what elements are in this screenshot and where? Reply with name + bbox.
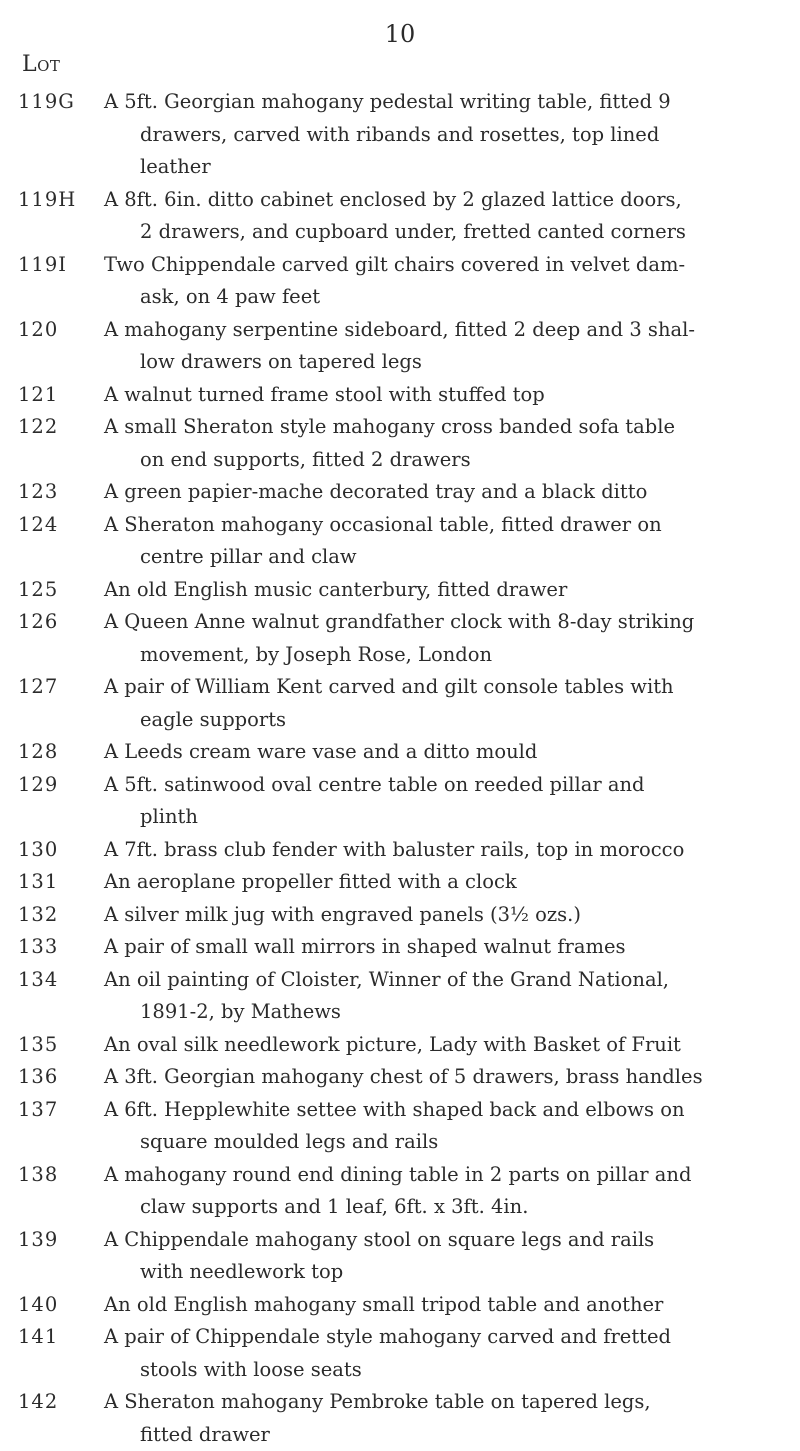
lot-description bbox=[104, 1224, 786, 1289]
lot-description bbox=[104, 379, 786, 412]
lot-description bbox=[104, 574, 786, 607]
lot-description bbox=[104, 249, 786, 314]
lot-number: 142 bbox=[18, 1386, 104, 1451]
lot-description-line: An oval silk needlework picture, Lady with Basket of Fruit bbox=[104, 1029, 786, 1062]
lot-entry bbox=[18, 736, 786, 769]
lot-entry bbox=[18, 574, 786, 607]
lot-number: 139 bbox=[18, 1224, 104, 1289]
lot-description bbox=[104, 476, 786, 509]
lot-number: 123 bbox=[18, 476, 104, 509]
lot-entry bbox=[18, 1159, 786, 1224]
lot-entry bbox=[18, 1321, 786, 1386]
lot-number: 124 bbox=[18, 509, 104, 574]
lot-description-line: leather bbox=[104, 151, 786, 184]
lot-entry bbox=[18, 86, 786, 184]
lot-description-line: A 8ft. 6in. ditto cabinet enclosed by 2 glazed lattice doors, bbox=[104, 184, 786, 217]
lot-description-line: An oil painting of Cloister, Winner of the Grand National, bbox=[104, 964, 786, 997]
lot-description-line: A 5ft. Georgian mahogany pedestal writing table, fitted 9 bbox=[104, 86, 786, 119]
lot-entry bbox=[18, 769, 786, 834]
lot-description-line: An old English mahogany small tripod table and another bbox=[104, 1289, 786, 1322]
lot-number: 126 bbox=[18, 606, 104, 671]
lot-description bbox=[104, 1094, 786, 1159]
lot-description-line: ask, on 4 paw feet bbox=[104, 281, 786, 314]
lot-description-line: centre pillar and claw bbox=[104, 541, 786, 574]
lot-entry bbox=[18, 1224, 786, 1289]
lot-description-line: A mahogany serpentine sideboard, fitted 2 deep and 3 shal- bbox=[104, 314, 786, 347]
lot-description-line: A Sheraton mahogany occasional table, fitted drawer on bbox=[104, 509, 786, 542]
lot-description bbox=[104, 964, 786, 1029]
lot-entry bbox=[18, 184, 786, 249]
lot-description bbox=[104, 931, 786, 964]
lot-description-line: A small Sheraton style mahogany cross banded sofa table bbox=[104, 411, 786, 444]
lot-description-line: A 5ft. satinwood oval centre table on reeded pillar and bbox=[104, 769, 786, 802]
lot-description-line: square moulded legs and rails bbox=[104, 1126, 786, 1159]
lot-description-line: A 3ft. Georgian mahogany chest of 5 drawers, brass handles bbox=[104, 1061, 786, 1094]
lot-description bbox=[104, 1289, 786, 1322]
lot-description bbox=[104, 1029, 786, 1062]
lot-number: 130 bbox=[18, 834, 104, 867]
lot-number: 127 bbox=[18, 671, 104, 736]
lot-number: 135 bbox=[18, 1029, 104, 1062]
lot-number: 136 bbox=[18, 1061, 104, 1094]
lot-description-line: fitted drawer bbox=[104, 1419, 786, 1451]
lot-number: 131 bbox=[18, 866, 104, 899]
lot-entry bbox=[18, 606, 786, 671]
lot-description-line: A mahogany round end dining table in 2 parts on pillar and bbox=[104, 1159, 786, 1192]
lot-entry bbox=[18, 1029, 786, 1062]
lot-description-line: A walnut turned frame stool with stuffed top bbox=[104, 379, 786, 412]
lot-number: 133 bbox=[18, 931, 104, 964]
lot-description bbox=[104, 899, 786, 932]
lot-number: 122 bbox=[18, 411, 104, 476]
lot-description-line: A Queen Anne walnut grandfather clock with 8-day striking bbox=[104, 606, 786, 639]
lot-description-line: low drawers on tapered legs bbox=[104, 346, 786, 379]
lot-number: 120 bbox=[18, 314, 104, 379]
lot-description-line: claw supports and 1 leaf, 6ft. x 3ft. 4in. bbox=[104, 1191, 786, 1224]
lot-entry bbox=[18, 1061, 786, 1094]
lot-entry bbox=[18, 899, 786, 932]
lot-description bbox=[104, 1321, 786, 1386]
lot-number: 128 bbox=[18, 736, 104, 769]
lot-entry bbox=[18, 476, 786, 509]
lot-description bbox=[104, 184, 786, 249]
lot-description-line: A Chippendale mahogany stool on square legs and rails bbox=[104, 1224, 786, 1257]
lot-description-line: drawers, carved with ribands and rosettes, top lined bbox=[104, 119, 786, 152]
lot-description bbox=[104, 671, 786, 736]
lot-number: 132 bbox=[18, 899, 104, 932]
lot-entry bbox=[18, 671, 786, 736]
lot-description-line: on end supports, fitted 2 drawers bbox=[104, 444, 786, 477]
lot-description-line: 1891-2, by Mathews bbox=[104, 996, 786, 1029]
lot-description-line: A 6ft. Hepplewhite settee with shaped back and elbows on bbox=[104, 1094, 786, 1127]
lot-description bbox=[104, 411, 786, 476]
lot-entry bbox=[18, 314, 786, 379]
lot-list bbox=[18, 86, 786, 1451]
lot-entry bbox=[18, 1094, 786, 1159]
lot-number: 141 bbox=[18, 1321, 104, 1386]
lot-description-line: A 7ft. brass club fender with baluster rails, top in morocco bbox=[104, 834, 786, 867]
lot-description bbox=[104, 509, 786, 574]
lot-description-line: eagle supports bbox=[104, 704, 786, 737]
lot-number: 138 bbox=[18, 1159, 104, 1224]
lot-description bbox=[104, 1061, 786, 1094]
lot-column-header: Lot bbox=[22, 52, 60, 77]
lot-entry bbox=[18, 1289, 786, 1322]
lot-description-line: plinth bbox=[104, 801, 786, 834]
lot-description bbox=[104, 866, 786, 899]
lot-entry bbox=[18, 411, 786, 476]
lot-entry bbox=[18, 931, 786, 964]
lot-description bbox=[104, 314, 786, 379]
lot-number: 119H bbox=[18, 184, 104, 249]
lot-description-line: An aeroplane propeller fitted with a clock bbox=[104, 866, 786, 899]
lot-entry bbox=[18, 509, 786, 574]
lot-description-line: A silver milk jug with engraved panels (3½ ozs.) bbox=[104, 899, 786, 932]
lot-description bbox=[104, 1386, 786, 1451]
lot-entry bbox=[18, 379, 786, 412]
lot-entry bbox=[18, 964, 786, 1029]
lot-description-line: with needlework top bbox=[104, 1256, 786, 1289]
lot-number: 121 bbox=[18, 379, 104, 412]
lot-number: 137 bbox=[18, 1094, 104, 1159]
lot-description bbox=[104, 1159, 786, 1224]
lot-number: 140 bbox=[18, 1289, 104, 1322]
lot-number: 119G bbox=[18, 86, 104, 184]
lot-description-line: stools with loose seats bbox=[104, 1354, 786, 1387]
lot-description bbox=[104, 736, 786, 769]
lot-description-line: A green papier-mache decorated tray and a black ditto bbox=[104, 476, 786, 509]
lot-description-line: Two Chippendale carved gilt chairs covered in velvet dam- bbox=[104, 249, 786, 282]
lot-entry bbox=[18, 834, 786, 867]
lot-description-line: A Leeds cream ware vase and a ditto mould bbox=[104, 736, 786, 769]
lot-description-line: 2 drawers, and cupboard under, fretted canted corners bbox=[104, 216, 786, 249]
lot-description bbox=[104, 769, 786, 834]
lot-entry bbox=[18, 249, 786, 314]
lot-number: 125 bbox=[18, 574, 104, 607]
lot-entry bbox=[18, 1386, 786, 1451]
lot-description bbox=[104, 86, 786, 184]
page-number: 10 bbox=[0, 20, 800, 48]
lot-description-line: A pair of Chippendale style mahogany carved and fretted bbox=[104, 1321, 786, 1354]
lot-entry bbox=[18, 866, 786, 899]
lot-description-line: movement, by Joseph Rose, London bbox=[104, 639, 786, 672]
lot-number: 129 bbox=[18, 769, 104, 834]
lot-description-line: A Sheraton mahogany Pembroke table on tapered legs, bbox=[104, 1386, 786, 1419]
lot-description bbox=[104, 834, 786, 867]
lot-description bbox=[104, 606, 786, 671]
lot-description-line: A pair of William Kent carved and gilt console tables with bbox=[104, 671, 786, 704]
lot-description-line: An old English music canterbury, fitted drawer bbox=[104, 574, 786, 607]
lot-number: 119I bbox=[18, 249, 104, 314]
lot-description-line: A pair of small wall mirrors in shaped walnut frames bbox=[104, 931, 786, 964]
lot-number: 134 bbox=[18, 964, 104, 1029]
